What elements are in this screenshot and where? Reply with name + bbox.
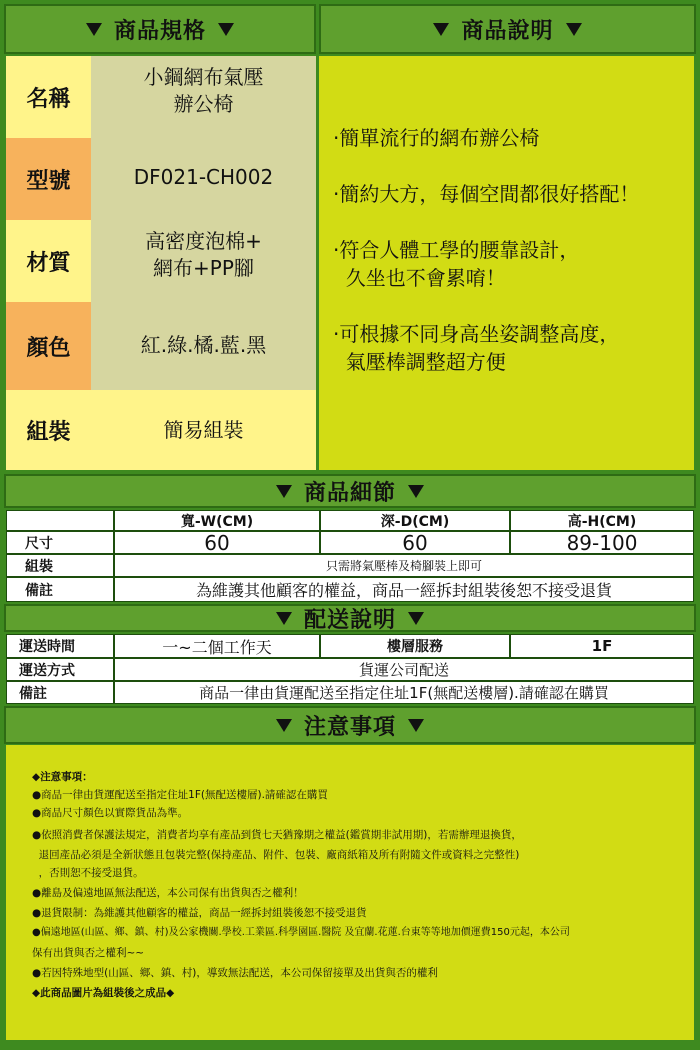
spec-label: 名稱 — [6, 56, 91, 138]
spec-value — [91, 302, 316, 390]
note-line: 保有出貨與否之權利~~ — [32, 947, 145, 959]
delivery-remark-value: 商品一律由貨運配送至指定住址1F(無配送樓層).請確認在購買 — [114, 681, 694, 704]
triangle-down-icon — [86, 23, 102, 36]
spec-row-name — [6, 56, 316, 138]
spec-value — [91, 220, 316, 302]
desc-header-title: 商品說明 — [461, 18, 554, 44]
note-line: 退回產品必須是全新狀態且包裝完整(保持產品、附件、包裝、廠商紙箱及所有附隨文件或資料之完整性) — [32, 849, 520, 861]
delivery-time-value: 一~二個工作天 — [114, 634, 320, 658]
note-line: ●若因特殊地型(山區、鄉、鎮、村)，導致無法配送，本公司保留接單及出貨與否的權利 — [32, 967, 438, 979]
delivery-method-value: 貨運公司配送 — [114, 658, 694, 681]
notice-header — [4, 706, 696, 744]
spec-row-material — [6, 220, 316, 302]
note-line: ●商品尺寸顏色以實際貨品為準。 — [32, 807, 189, 819]
size-height-value: 89-100 — [510, 531, 694, 554]
delivery-time-label: 運送時間 — [6, 634, 114, 658]
spec-label: 型號 — [6, 138, 91, 220]
spec-label: 組裝 — [6, 390, 91, 470]
spec-value — [91, 56, 316, 138]
delivery-header — [4, 604, 696, 632]
triangle-down-icon — [276, 612, 292, 625]
size-depth-value: 60 — [320, 531, 510, 554]
detail-header — [4, 474, 696, 508]
description-line: ·簡約大方，每個空間都很好搭配！ — [333, 182, 640, 206]
triangle-down-icon — [408, 485, 424, 498]
triangle-down-icon — [566, 23, 582, 36]
delivery-method-label: 運送方式 — [6, 658, 114, 681]
description-panel — [319, 56, 694, 470]
spec-value — [91, 390, 316, 470]
triangle-down-icon — [408, 719, 424, 732]
spec-value-text: DF021-CH002 — [133, 165, 274, 189]
spec-value-text: 高密度泡棉+ 網布+PP腳 — [145, 229, 262, 280]
detail-remark-value: 為維護其他顧客的權益，商品一經拆封組裝後恕不接受退貨 — [114, 577, 694, 602]
spec-row-color — [6, 302, 316, 390]
note-line: ◆此商品圖片為組裝後之成品◆ — [32, 987, 175, 999]
spec-row-assembly — [6, 390, 316, 470]
notice-header-title: 注意事項 — [303, 714, 396, 740]
detail-table — [6, 510, 694, 602]
assembly-value: 只需將氣壓棒及椅腳裝上即可 — [114, 554, 694, 577]
note-line: ◆注意事項： — [32, 771, 93, 783]
detail-column-header: 深-D(CM) — [320, 510, 510, 531]
spec-value-text: 簡易組裝 — [163, 417, 244, 442]
description-line: ·可根據不同身高坐姿調整高度， — [333, 322, 620, 346]
note-line: ●依照消費者保護法規定，消費者均享有產品到貨七天猶豫期之權益(鑑賞期非試用期)，若需辦理退換貨， — [32, 829, 522, 841]
desc-header — [319, 4, 696, 54]
note-line: ●退貨限制：為維護其他顧客的權益，商品一經拆封組裝後恕不接受退貨 — [32, 907, 367, 919]
assembly-label: 組裝 — [6, 554, 114, 577]
spec-value-text: 小鋼網布氣壓 辦公椅 — [143, 65, 264, 116]
size-label: 尺寸 — [6, 531, 114, 554]
floor-service-value: 1F — [510, 634, 694, 658]
note-line: ，否則恕不接受退貨。 — [32, 867, 144, 879]
spec-header — [4, 4, 316, 54]
detail-column-header: 高-H(CM) — [510, 510, 694, 531]
triangle-down-icon — [276, 719, 292, 732]
note-line: ●偏遠地區(山區、鄉、鎮、村)及公家機關.學校.工業區.科學園區.醫院 及宜蘭.花蓮.台東等等地加價運費150元起，本公司 — [32, 927, 570, 938]
triangle-down-icon — [276, 485, 292, 498]
description-line: 久坐也不會累唷！ — [333, 266, 506, 290]
spec-label: 顏色 — [6, 302, 91, 390]
note-line: ●商品一律由貨運配送至指定住址1F(無配送樓層).請確認在購買 — [32, 789, 328, 801]
spec-label: 材質 — [6, 220, 91, 302]
detail-header-title: 商品細節 — [303, 480, 396, 506]
size-width-value: 60 — [114, 531, 320, 554]
detail-remark-label: 備註 — [6, 577, 114, 602]
triangle-down-icon — [408, 612, 424, 625]
spec-value-text: 紅.綠.橘.藍.黑 — [140, 333, 267, 357]
description-line: 氣壓棒調整超方便 — [333, 350, 506, 374]
notes-panel — [6, 745, 694, 1040]
detail-corner — [6, 510, 114, 531]
floor-service-label: 樓層服務 — [320, 634, 510, 658]
description-line: ·簡單流行的網布辦公椅 — [333, 126, 540, 150]
spec-value — [91, 138, 316, 220]
detail-column-header: 寬-W(CM) — [114, 510, 320, 531]
description-line: ·符合人體工學的腰靠設計， — [333, 238, 580, 262]
delivery-header-title: 配送說明 — [303, 607, 396, 633]
triangle-down-icon — [218, 23, 234, 36]
delivery-table — [6, 634, 694, 704]
delivery-remark-label: 備註 — [6, 681, 114, 704]
triangle-down-icon — [433, 23, 449, 36]
note-line: ●離島及偏遠地區無法配送，本公司保有出貨與否之權利！ — [32, 887, 304, 899]
spec-header-title: 商品規格 — [113, 18, 206, 44]
spec-row-model — [6, 138, 316, 220]
